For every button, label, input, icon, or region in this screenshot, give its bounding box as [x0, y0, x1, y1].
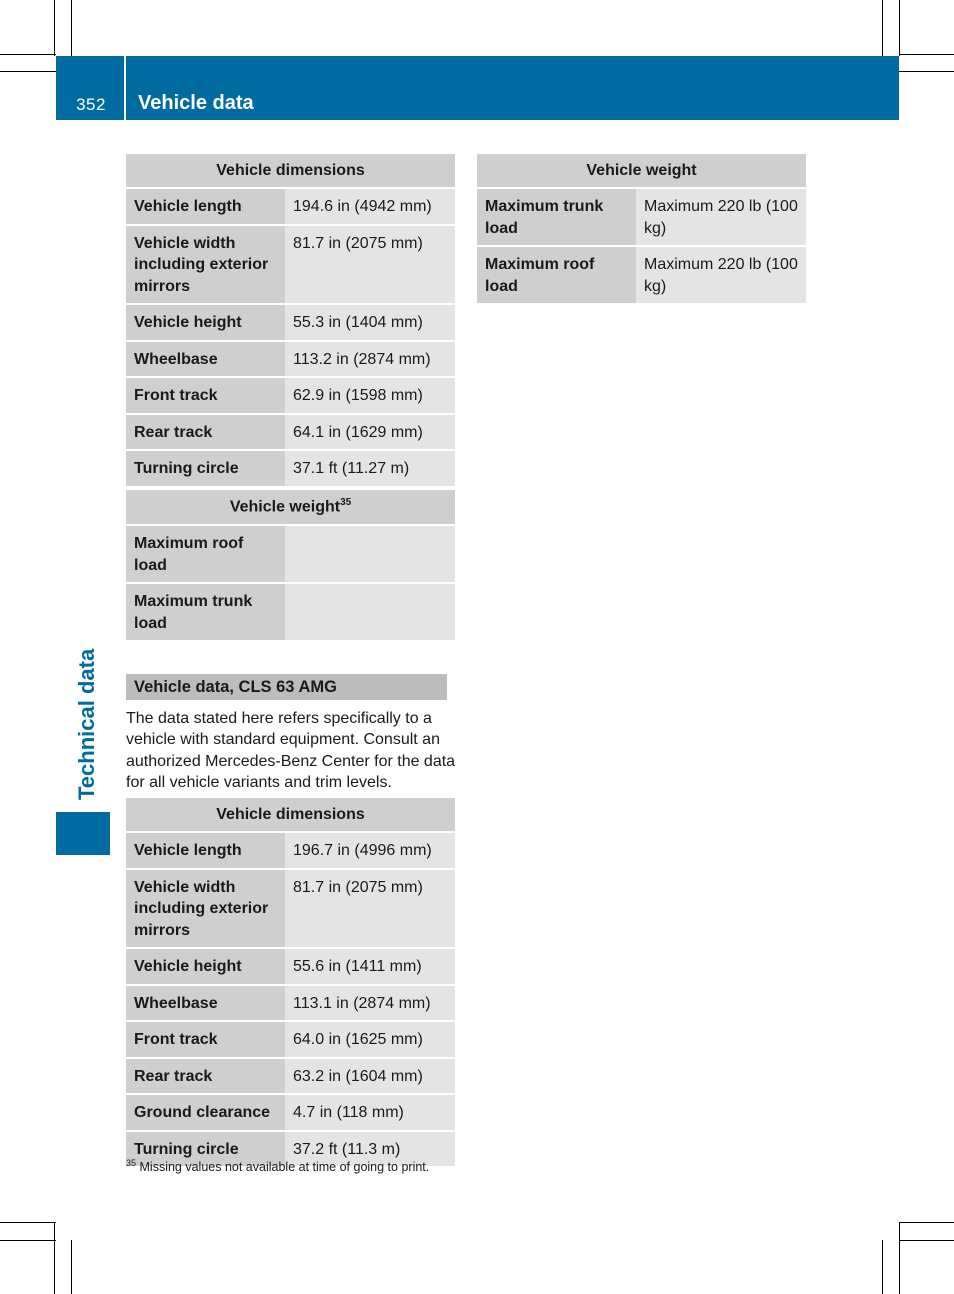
footnote-number: 35	[126, 1158, 137, 1168]
row-label: Maximum trunk load	[126, 583, 285, 641]
crop-mark	[899, 1222, 954, 1223]
row-value: 55.6 in (1411 mm)	[285, 948, 455, 985]
crop-mark	[899, 71, 954, 72]
row-label: Turning circle	[126, 1131, 285, 1168]
row-value: Maximum 220 lb (100 kg)	[636, 246, 806, 304]
table-vehicle-weight-footnoted	[126, 490, 455, 642]
side-tab-marker	[56, 812, 110, 855]
page-title: Vehicle data	[138, 92, 254, 114]
row-value	[285, 525, 455, 583]
row-label: Maximum trunk load	[477, 188, 636, 246]
table-row	[126, 832, 455, 869]
row-label: Front track	[126, 377, 285, 414]
table-heading: Vehicle dimensions	[126, 154, 455, 188]
crop-mark	[899, 1222, 900, 1294]
row-value: 55.3 in (1404 mm)	[285, 304, 455, 341]
footnote-text: Missing values not available at time of going to print.	[139, 1160, 430, 1175]
table-row	[477, 246, 806, 304]
page-number: 352	[76, 95, 106, 114]
row-label: Vehicle length	[126, 188, 285, 225]
row-value: 37.2 ft (11.3 m)	[285, 1131, 455, 1168]
section-title: Vehicle data, CLS 63 AMG	[126, 674, 447, 700]
table-row	[126, 225, 455, 305]
row-label: Vehicle length	[126, 832, 285, 869]
table-vehicle-dimensions	[126, 154, 455, 488]
side-tab-label: Technical data	[74, 648, 99, 800]
table-row	[126, 414, 455, 451]
row-value: 194.6 in (4942 mm)	[285, 188, 455, 225]
table-heading: Vehicle dimensions	[126, 798, 455, 832]
row-label: Ground clearance	[126, 1094, 285, 1131]
crop-mark	[71, 1240, 72, 1294]
row-value: 196.7 in (4996 mm)	[285, 832, 455, 869]
table-row	[126, 450, 455, 487]
table-row	[126, 341, 455, 378]
header-divider	[124, 56, 126, 120]
table-row	[126, 1058, 455, 1095]
table-row	[126, 525, 455, 583]
crop-mark	[899, 0, 900, 56]
row-label: Maximum roof load	[477, 246, 636, 304]
row-value: 4.7 in (118 mm)	[285, 1094, 455, 1131]
row-label: Maximum roof load	[126, 525, 285, 583]
crop-mark	[899, 54, 954, 55]
table-heading: Vehicle weight	[477, 154, 806, 188]
table-vehicle-weight	[477, 154, 806, 305]
row-value: 62.9 in (1598 mm)	[285, 377, 455, 414]
row-label: Vehicle width including exterior mirrors	[126, 869, 285, 949]
footnote-ref: 35	[340, 497, 352, 509]
table-row	[126, 188, 455, 225]
crop-mark	[0, 1222, 56, 1223]
crop-mark	[54, 1222, 55, 1294]
row-label: Rear track	[126, 1058, 285, 1095]
table-row	[126, 1021, 455, 1058]
section-body: The data stated here refers specifically to a vehicle with standard equipment. Consult an authorized Mercedes-Benz Center for the data for all vehicle variants and trim levels.	[126, 710, 456, 791]
crop-mark	[882, 1240, 883, 1294]
row-label: Wheelbase	[126, 341, 285, 378]
row-value: 81.7 in (2075 mm)	[285, 869, 455, 949]
table-vehicle-dimensions-amg	[126, 798, 455, 1168]
row-label: Wheelbase	[126, 985, 285, 1022]
table-heading-text: Vehicle weight	[229, 498, 341, 516]
crop-mark	[0, 71, 56, 72]
table-heading	[126, 490, 455, 525]
row-value: 113.1 in (2874 mm)	[285, 985, 455, 1022]
row-label: Vehicle height	[126, 304, 285, 341]
table-row	[126, 377, 455, 414]
row-value: 113.2 in (2874 mm)	[285, 341, 455, 378]
row-value: 37.1 ft (11.27 m)	[285, 450, 455, 487]
row-value: Maximum 220 lb (100 kg)	[636, 188, 806, 246]
table-row	[126, 1094, 455, 1131]
row-value: 63.2 in (1604 mm)	[285, 1058, 455, 1095]
crop-mark	[54, 0, 55, 56]
table-row	[126, 948, 455, 985]
crop-mark	[0, 54, 56, 55]
crop-mark	[899, 1240, 954, 1241]
row-label: Front track	[126, 1021, 285, 1058]
crop-mark	[882, 0, 883, 56]
row-value: 64.0 in (1625 mm)	[285, 1021, 455, 1058]
row-label: Vehicle height	[126, 948, 285, 985]
table-row	[126, 985, 455, 1022]
crop-mark	[71, 0, 72, 56]
row-label: Vehicle width including exterior mirrors	[126, 225, 285, 305]
table-row	[477, 188, 806, 246]
table-row	[126, 304, 455, 341]
footnote	[126, 1158, 429, 1174]
row-value: 64.1 in (1629 mm)	[285, 414, 455, 451]
row-value: 81.7 in (2075 mm)	[285, 225, 455, 305]
row-label: Rear track	[126, 414, 285, 451]
row-value	[285, 583, 455, 641]
crop-mark	[0, 1240, 56, 1241]
row-label: Turning circle	[126, 450, 285, 487]
table-row	[126, 869, 455, 949]
table-row	[126, 583, 455, 641]
